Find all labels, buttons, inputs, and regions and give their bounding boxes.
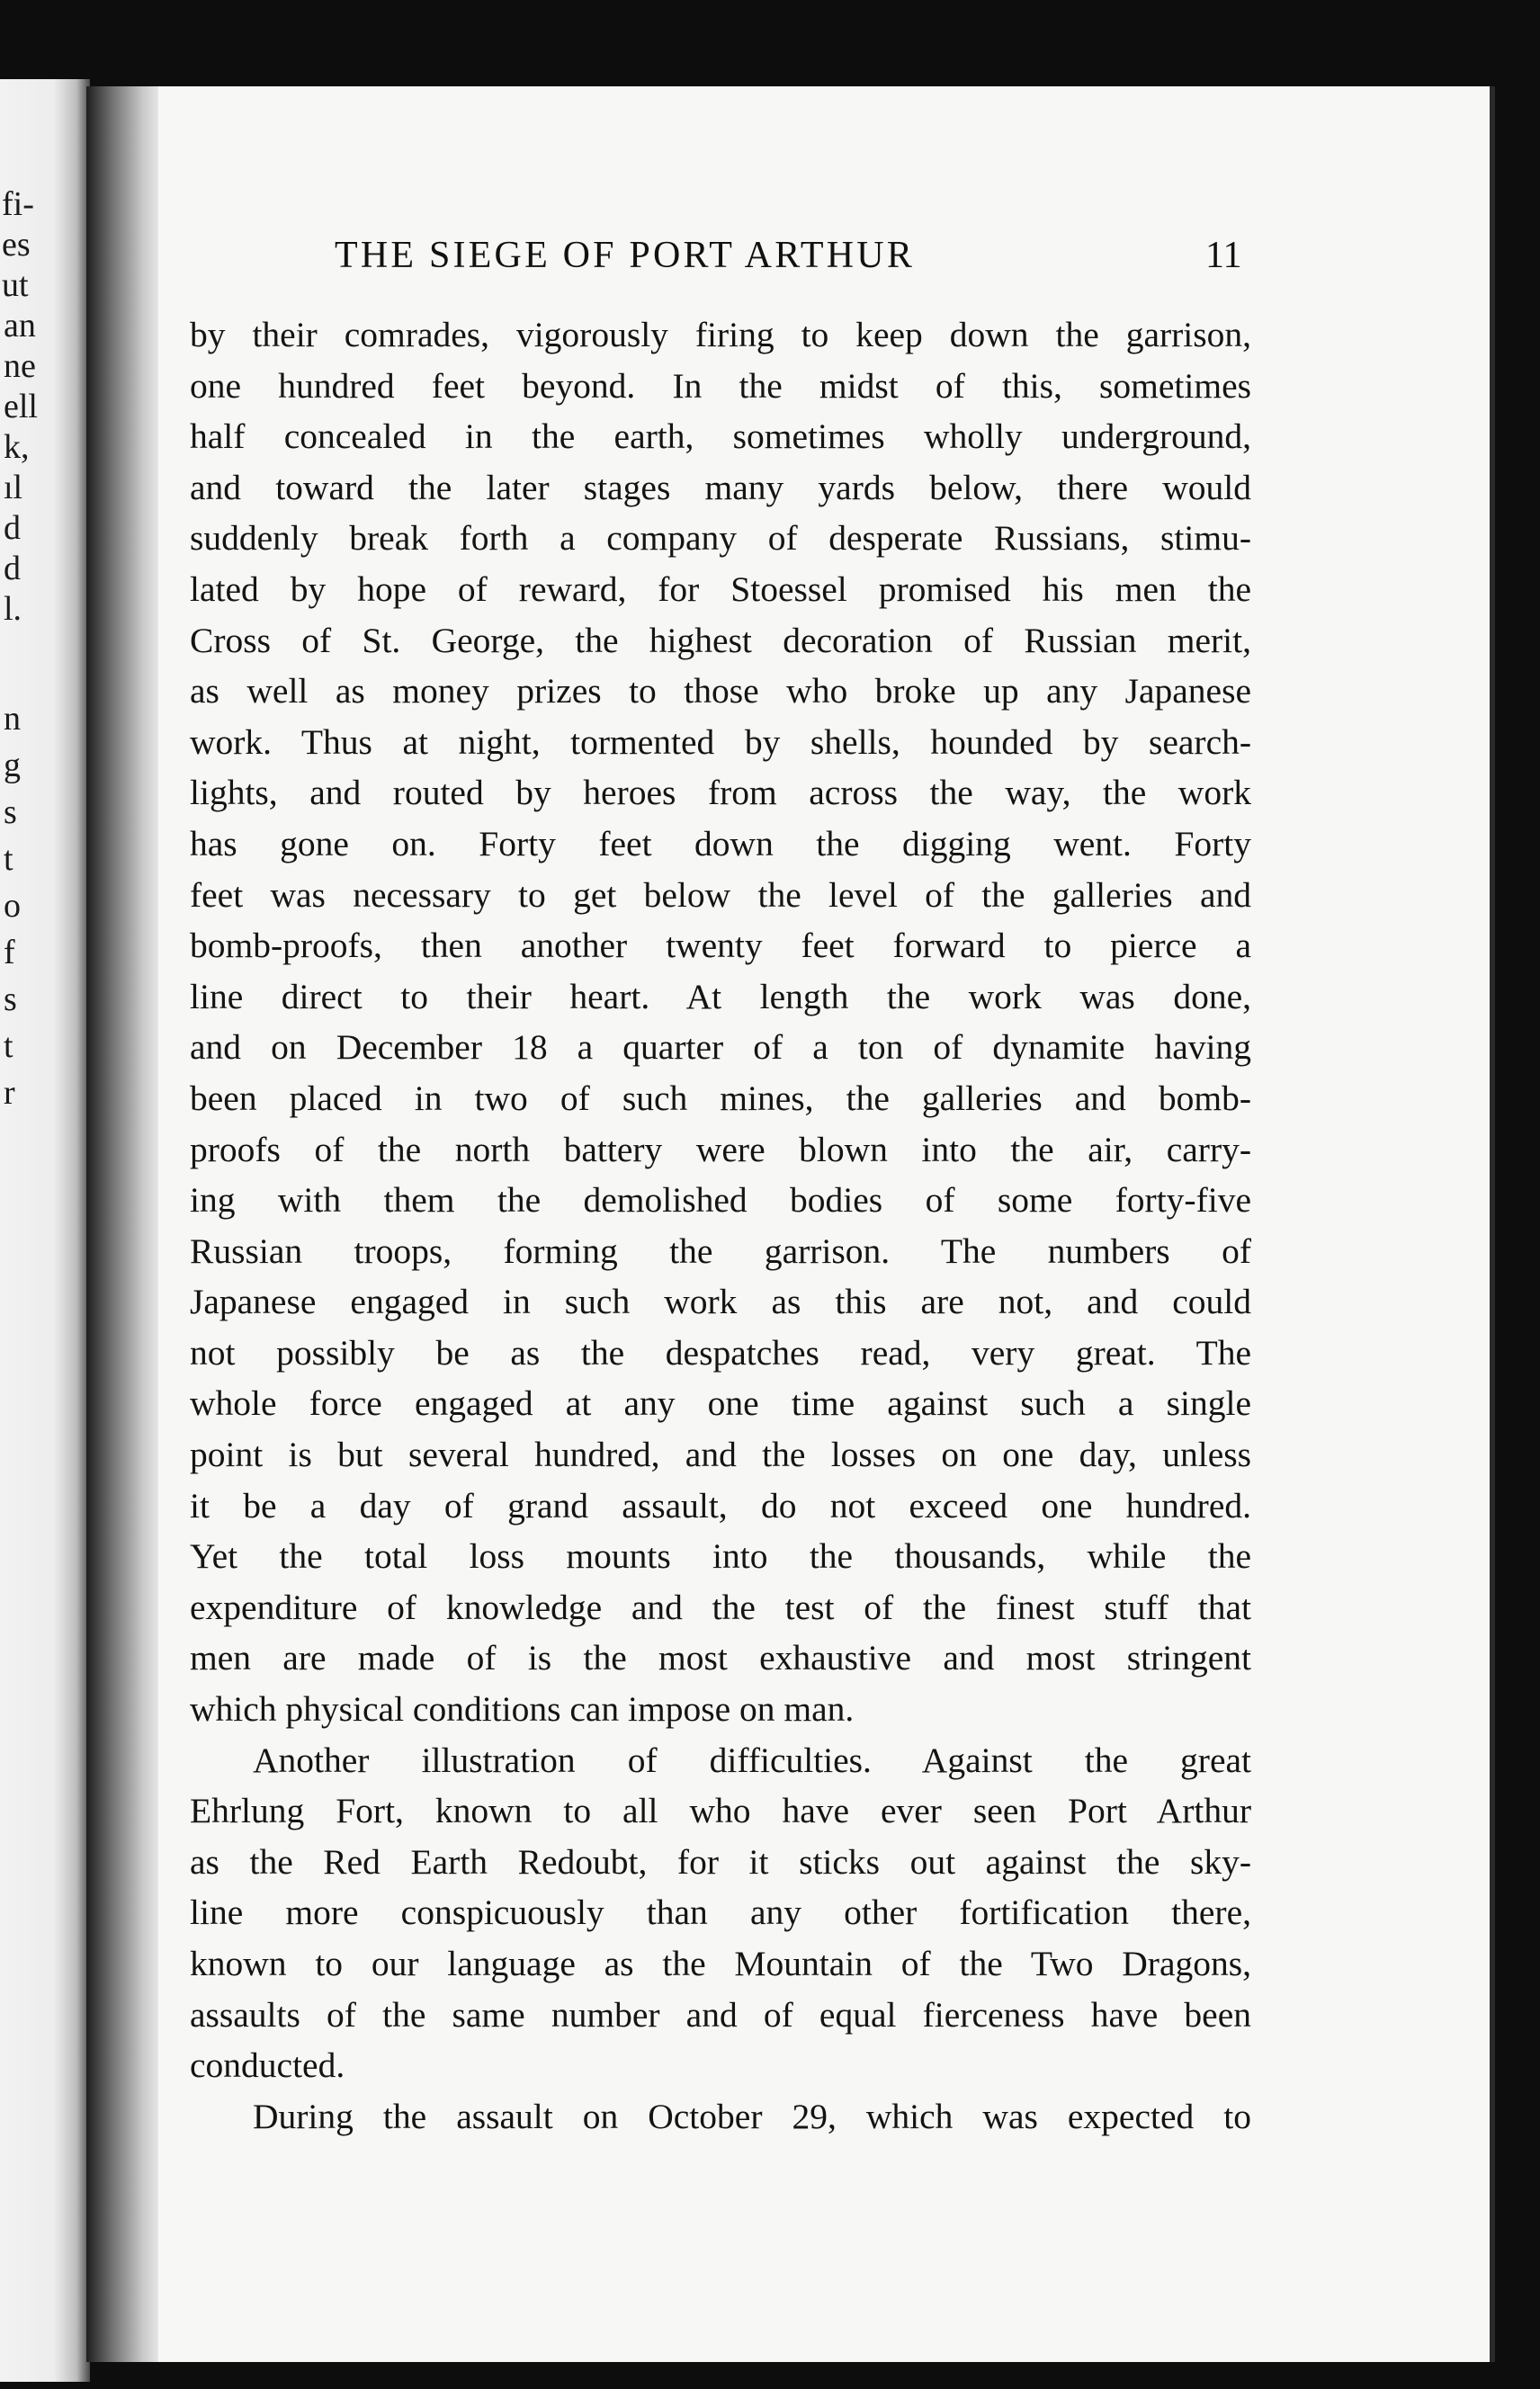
left-page-fragment: f: [4, 934, 15, 971]
text-line: and on December 18 a quarter of a ton of dynamite having: [190, 1027, 1251, 1068]
text-line: Ehrlung Fort, known to all who have ever seen Port Arthur: [190, 1791, 1251, 1831]
text-line: Japanese engaged in such work as this are not, and could: [190, 1282, 1251, 1322]
text-line: suddenly break forth a company of desperate Russians, stimu-: [190, 518, 1251, 559]
text-line: one hundred feet beyond. In the midst of this, sometimes: [190, 365, 1251, 406]
text-line: proofs of the north battery were blown into the air, carry-: [190, 1129, 1251, 1169]
text-line: point is but several hundred, and the losses on one day, unless: [190, 1435, 1251, 1475]
left-page-fragment: ell: [4, 388, 38, 425]
text-line: line more conspicuously than any other fortification there,: [190, 1892, 1251, 1933]
left-page-fragment: d: [4, 509, 21, 547]
left-page-fragment: r: [4, 1074, 15, 1112]
text-line: work. Thus at night, tormented by shells, hounded by search-: [190, 721, 1251, 762]
left-page-fragment: s: [4, 980, 17, 1018]
text-line: by their comrades, vigorously firing to keep down the garrison,: [190, 315, 1251, 354]
left-page-fragment: k,: [4, 428, 30, 466]
left-page-fragment: o: [4, 887, 21, 925]
text-line: Cross of St. George, the highest decoration of Russian merit,: [190, 620, 1251, 660]
left-page-fragment: l.: [4, 590, 22, 628]
text-line: as the Red Earth Redoubt, for it sticks out against the sky-: [190, 1841, 1251, 1882]
left-page-fragment: n: [4, 700, 21, 738]
text-line: men are made of is the most exhaustive and most stringent: [190, 1638, 1251, 1678]
text-line: known to our language as the Mountain of the Two Dragons,: [190, 1944, 1251, 1983]
text-line: whole force engaged at any one time against such a single: [190, 1383, 1251, 1424]
left-page-fragment: t: [4, 1027, 13, 1065]
text-line: expenditure of knowledge and the test of the finest stuff that: [190, 1587, 1251, 1627]
text-line: Russian troops, forming the garrison. The numbers of: [190, 1230, 1251, 1271]
previous-page-edge: [0, 79, 90, 2382]
text-line: half concealed in the earth, sometimes wholly underground,: [190, 416, 1251, 457]
left-page-fragment: ut: [2, 266, 29, 304]
left-page-fragment: d: [4, 550, 21, 587]
text-line: line direct to their heart. At length the work was done,: [190, 976, 1251, 1016]
left-page-fragment: es: [2, 226, 31, 264]
text-line: assaults of the same number and of equal fierceness have been: [190, 1994, 1251, 2035]
book-gutter-shadow: [86, 86, 167, 2362]
left-page-fragment: ıl: [4, 469, 23, 506]
text-line: it be a day of grand assault, do not exceed one hundred.: [190, 1485, 1251, 1526]
left-page-fragment: s: [4, 793, 17, 831]
text-line: lated by hope of reward, for Stoessel promised his men the: [190, 568, 1251, 609]
body-text: [190, 309, 1251, 2142]
running-header: [158, 234, 1490, 288]
left-page-fragment: ne: [4, 347, 36, 385]
left-page-fragment: an: [4, 307, 36, 344]
book-page: [158, 86, 1490, 2362]
text-line: has gone on. Forty feet down the digging went. Forty: [190, 823, 1251, 863]
left-page-fragment: fi-: [2, 185, 34, 223]
text-line: bomb-proofs, then another twenty feet forward to pierce a: [190, 926, 1251, 966]
text-line: conducted.: [190, 2045, 345, 2086]
text-line: ing with them the demolished bodies of some forty-five: [190, 1180, 1251, 1221]
left-page-fragment: g: [4, 747, 21, 784]
text-line: lights, and routed by heroes from across the way, the work: [190, 773, 1251, 813]
text-line: which physical conditions can impose on man.: [190, 1689, 855, 1730]
text-line: feet was necessary to get below the level of the galleries and: [190, 874, 1251, 915]
left-page-fragment: t: [4, 840, 13, 878]
text-line: as well as money prizes to those who broke up any Japanese: [190, 671, 1251, 711]
running-title: THE SIEGE OF PORT ARTHUR: [335, 235, 916, 276]
text-line: not possibly be as the despatches read, very great. The: [190, 1332, 1251, 1373]
text-line: been placed in two of such mines, the galleries and bomb-: [190, 1078, 1251, 1118]
text-line: Another illustration of difficulties. Against the great: [253, 1740, 1251, 1780]
text-line: and toward the later stages many yards below, there would: [190, 467, 1251, 507]
text-line: Yet the total loss mounts into the thousands, while the: [190, 1536, 1251, 1577]
page-number: 11: [1205, 235, 1242, 276]
text-line: During the assault on October 29, which was expected to: [253, 2096, 1251, 2136]
